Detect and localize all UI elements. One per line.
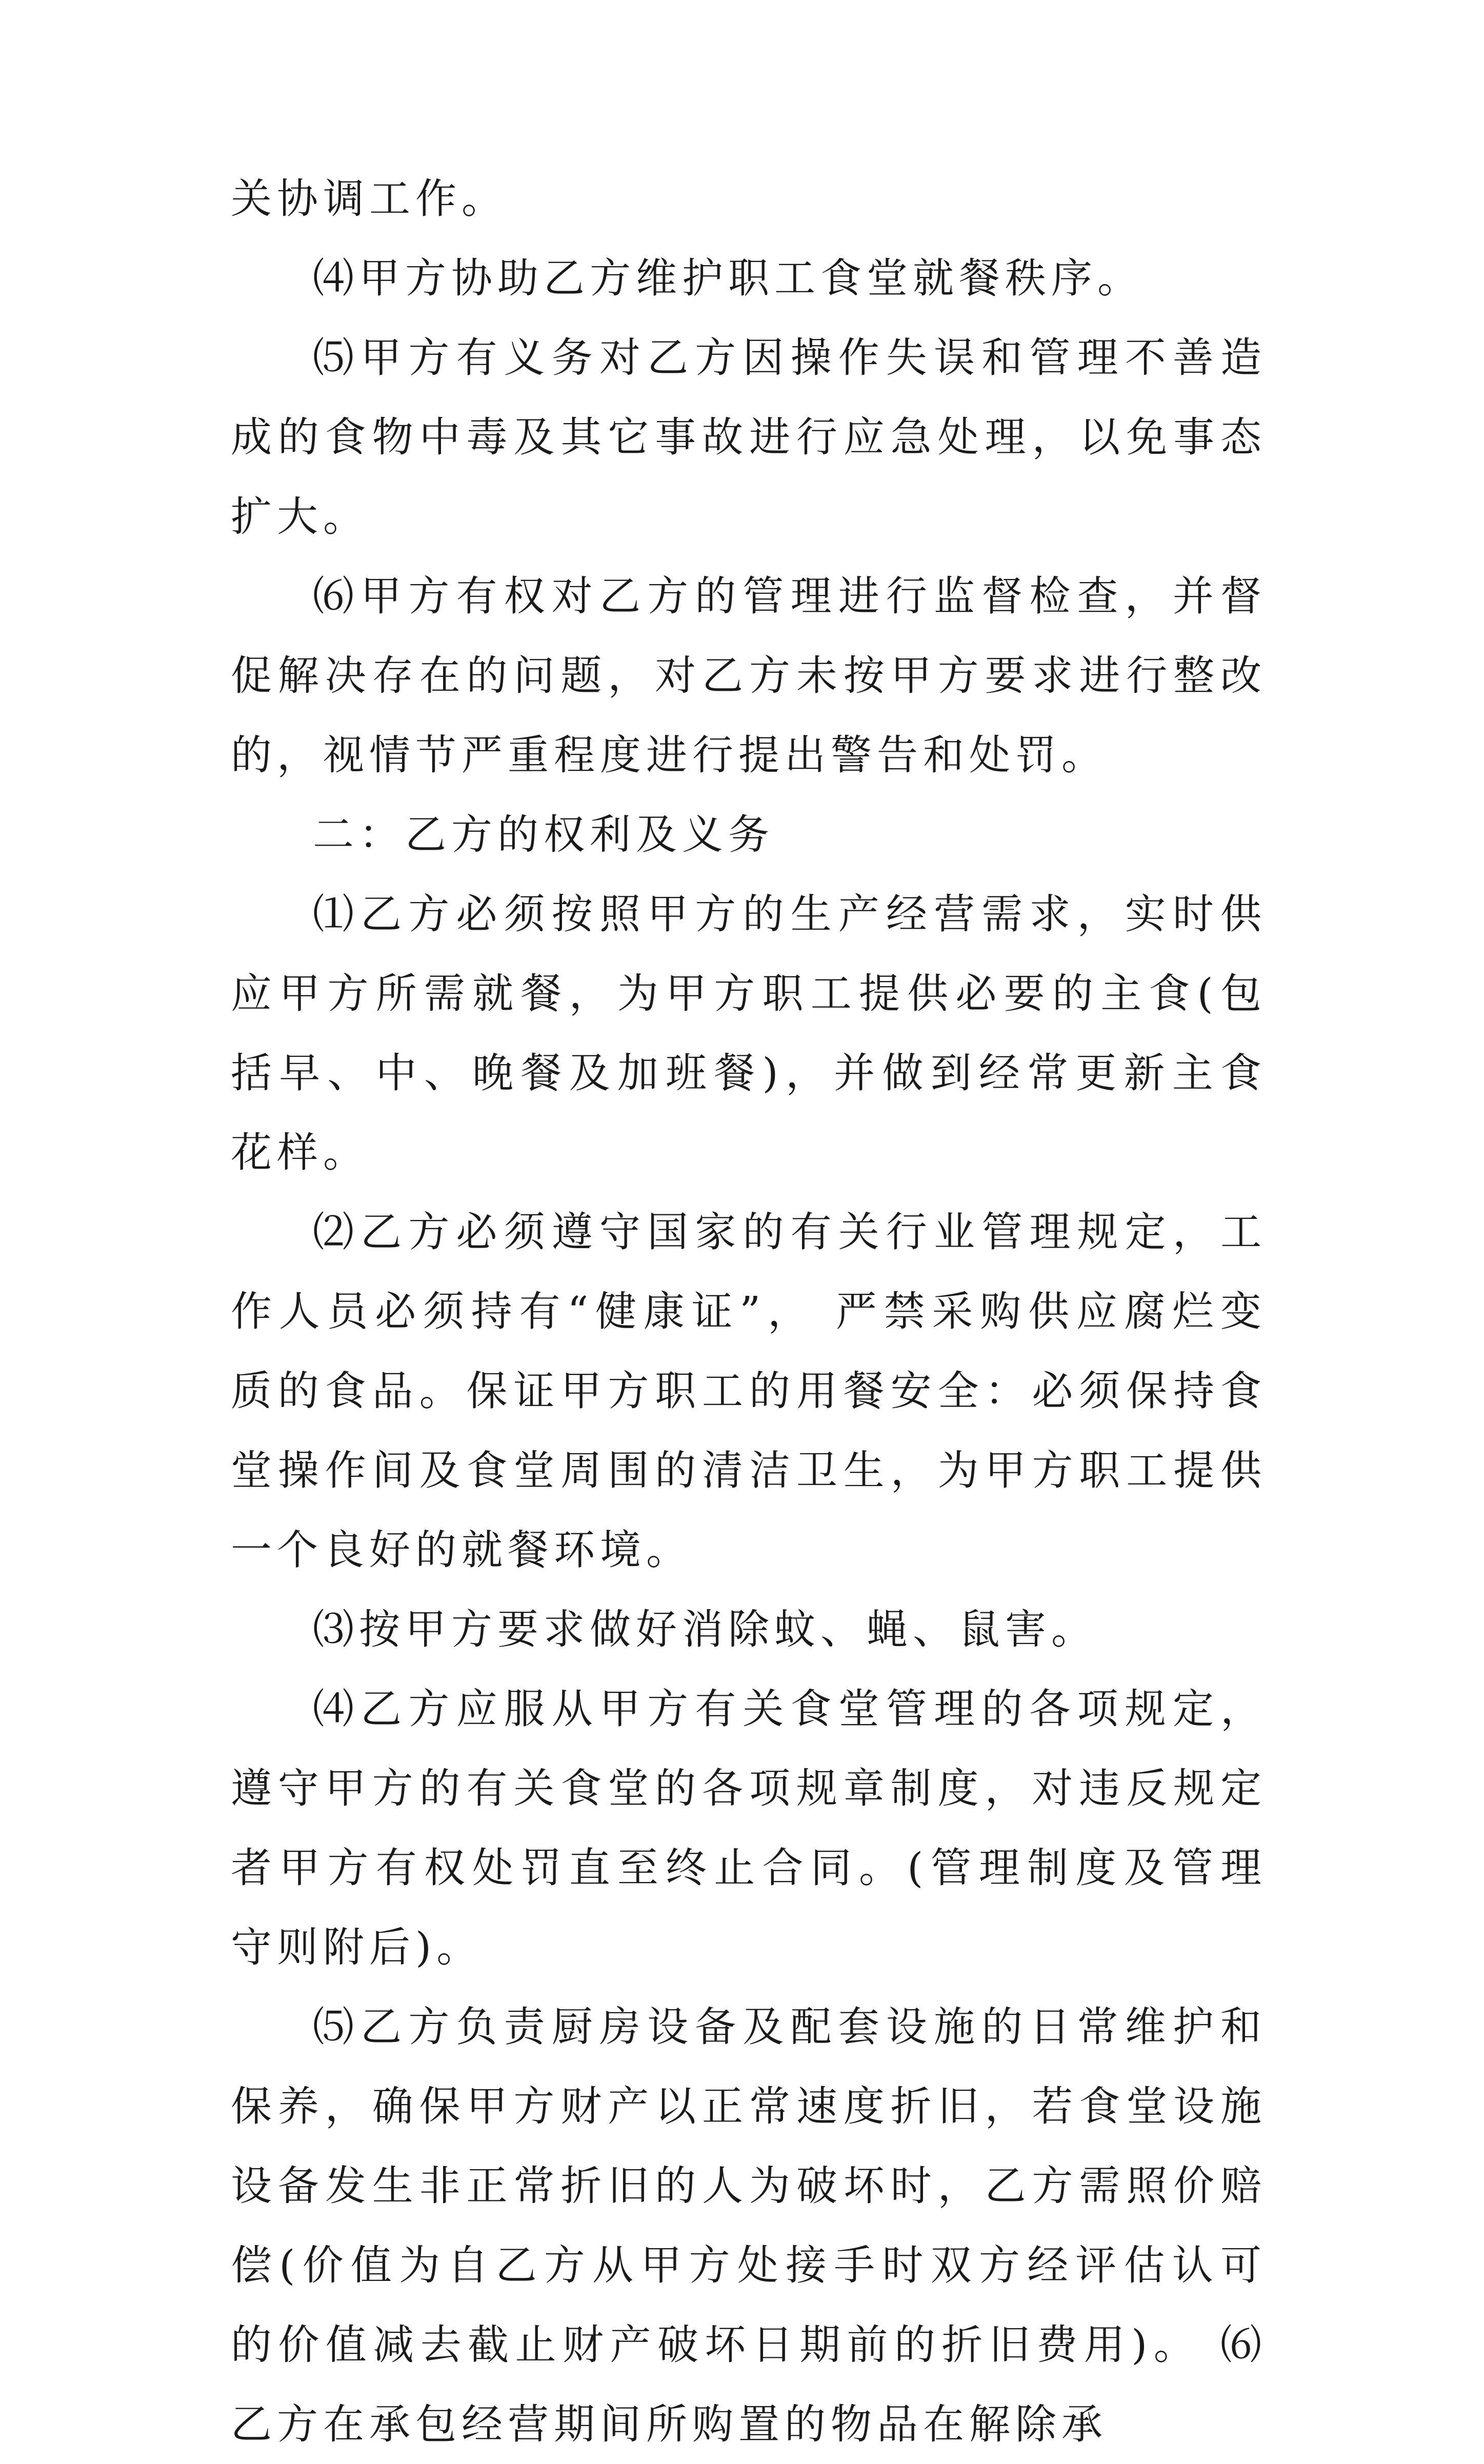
paragraph-party-b-item-1: ⑴乙方必须按照甲方的生产经营需求，实时供应甲方所需就餐，为甲方职工提供必要的主食(包括早、中、晚餐及加班餐)，并做到经常更新主食花样。 [231,890,1267,1176]
paragraph-party-b-item-4: ⑷乙方应服从甲方有关食堂管理的各项规定，遵守甲方的有关食堂的各项规章制度，对违反规定者甲方有权处罚直至终止合同。(管理制度及管理守则附后)。 [231,1685,1267,1971]
paragraph-party-b-item-3: ⑶按甲方要求做好消除蚊、蝇、鼠害。 [313,1606,1097,1653]
document-body [231,159,1267,2464]
paragraph-party-a-item-6: ⑹甲方有权对乙方的管理进行监督检查，并督促解决存在的问题，对乙方未按甲方要求进行整改的，视情节严重程度进行提出警告和处罚。 [231,572,1267,779]
section-heading-party-b: 二：乙方的权利及义务 [313,811,774,858]
paragraph-party-b-item-5: ⑸乙方负责厨房设备及配套设施的日常维护和保养，确保甲方财产以正常速度折旧，若食堂设施设备发生非正常折旧的人为破坏时，乙方需照价赔偿(价值为自乙方从甲方处接手时双方经评估认可的价值减去截止财产破坏日期前的折旧费用)。 ⑹乙方在承包经营期间所购置的物品在解除承 [231,2003,1267,2448]
paragraph-continuation: 关协调工作。 [231,175,508,223]
paragraph-party-b-item-2: ⑵乙方必须遵守国家的有关行业管理规定，工作人员必须持有“健康证”， 严禁采购供应腐烂变质的食品。保证甲方职工的用餐安全：必须保持食堂操作间及食堂周围的清洁卫生，为甲方职工提供一个良好的就餐环境。 [231,1208,1267,1574]
paragraph-party-a-item-4: ⑷甲方协助乙方维护职工食堂就餐秩序。 [313,254,1144,302]
paragraph-party-a-item-5: ⑸甲方有义务对乙方因操作失误和管理不善造成的食物中毒及其它事故进行应急处理，以免事态扩大。 [231,334,1267,540]
